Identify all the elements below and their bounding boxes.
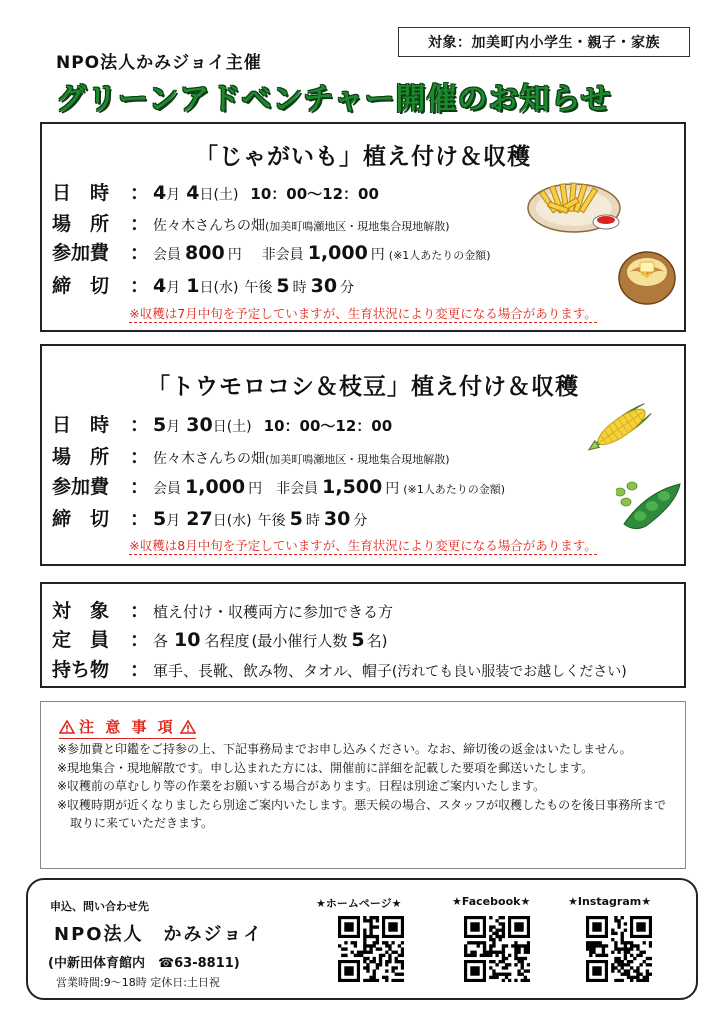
audience-text: 対象：加美町内小学生・親子・家族	[428, 35, 660, 51]
caution-box	[40, 701, 686, 869]
jacket-potato-illustration	[615, 242, 679, 308]
event-title: 「トウモロコシ＆枝豆」植え付け＆収穫	[147, 374, 579, 400]
qr-label-facebook: ★Facebook★	[452, 895, 531, 908]
place-label: 場 所	[52, 213, 110, 235]
harvest-note: ※収穫は7月中旬を予定していますが、生育状況により変更になる場合があります。	[129, 306, 597, 321]
date-month: 5	[153, 414, 167, 436]
page-title: グリーンアドベンチャー開催のお知らせ	[56, 82, 612, 117]
fee-note: (※1人あたりの金額)	[403, 483, 506, 496]
date-time: 10：00～12：00	[263, 417, 393, 435]
place-note: (加美町鳴瀬地区・現地集合現地解散)	[265, 453, 450, 466]
date-row: 日 時 ： 5 月 30 日(土) 10：00～12：00	[52, 410, 392, 437]
date-time: 10：00～12：00	[250, 185, 379, 203]
fee-label: 参加費	[52, 242, 110, 264]
caution-title: 注 意 事 項	[79, 718, 176, 736]
edamame-illustration	[616, 474, 688, 534]
date-day: 4	[186, 182, 200, 204]
caution-heading	[59, 716, 196, 739]
deadline-row: 締 切 ： 4 月 1 日(水) 午後 5 時 30 分	[52, 271, 354, 298]
place-label: 場 所	[52, 446, 110, 468]
audience-box	[398, 27, 690, 57]
fee-row: 参加費 ： 会員 800 円 非会員 1,000 円 (※1人あたりの金額)	[52, 238, 491, 265]
caution-list	[57, 740, 677, 833]
fee-note: (※1人あたりの金額)	[388, 249, 491, 262]
deadline-label: 締 切	[52, 508, 110, 530]
deadline-label: 締 切	[52, 275, 110, 297]
items-note: (汚れても良い服装でお越しください)	[391, 664, 627, 680]
org-hours: 営業時間:9～18時 定休日:土日祝	[56, 976, 220, 989]
caution-item: ※収穫前の草むしり等の作業をお願いする場合があります。日程は別途ご案内いたします。	[57, 779, 546, 794]
place: 佐々木さんちの畑	[153, 218, 266, 234]
date-label: 日 時	[52, 414, 110, 436]
place: 佐々木さんちの畑	[153, 451, 266, 467]
target-label: 対 象	[52, 600, 110, 622]
capacity-min-number: 5	[351, 629, 365, 651]
items-row: 持ち物 ： 軍手、長靴、飲み物、タオル、帽子 (汚れても良い服装でお越しください)	[52, 655, 627, 682]
french-fries-illustration	[526, 164, 626, 236]
fee-member: 1,000	[185, 476, 246, 498]
fee-row: 参加費 ： 会員 1,000 円 非会員 1,500 円 (※1人あたりの金額)	[52, 472, 505, 499]
instagram-qr-code[interactable]	[586, 916, 652, 982]
target-row: 対 象 ： 植え付け・収穫両方に参加できる方	[52, 596, 393, 623]
organizer: NPO法人かみジョイ主催	[56, 53, 262, 73]
harvest-note: ※収穫は8月中旬を予定していますが、生育状況により変更になる場合があります。	[129, 538, 597, 553]
qr-label-homepage: ★ホームページ★	[316, 897, 402, 910]
capacity-number: 10	[174, 629, 201, 651]
place-row: 場 所 ： 佐々木さんちの畑 (加美町鳴瀬地区・現地集合現地解散)	[52, 209, 450, 236]
caution-item: ※収穫時期が近くなりましたら別途ご案内いたします。悪天候の場合、スタッフが収穫したものを後日事務所まで取りに来ていただきます。	[57, 797, 667, 831]
corn-illustration	[578, 388, 662, 468]
contact-heading: 申込、問い合わせ先	[50, 900, 149, 913]
place-row: 場 所 ： 佐々木さんちの畑 (加美町鳴瀬地区・現地集合現地解散)	[52, 442, 450, 469]
org-name: NPO法人 かみジョイ	[54, 924, 264, 945]
items-value: 軍手、長靴、飲み物、タオル、帽子	[153, 662, 392, 680]
items-label: 持ち物	[52, 659, 110, 681]
caution-item: ※参加費と印鑑をご持参の上、下記事務局までお申し込みください。なお、締切後の返金はいたしません。	[57, 742, 632, 756]
fee-nonmember: 1,000	[307, 242, 368, 264]
requirements-box	[40, 582, 686, 688]
date-day: 30	[186, 414, 213, 436]
caution-item: ※現地集合・現地解散です。申し込まれた方には、開催前に詳細を記載した要項を郵送いたします。	[57, 760, 594, 775]
capacity-label: 定 員	[52, 629, 110, 651]
place-note: (加美町鳴瀬地区・現地集合現地解散)	[265, 220, 450, 233]
event-potato	[40, 122, 686, 332]
capacity-row: 定 員 ： 各 10 名程度 (最小催行人数 5 名)	[52, 625, 387, 652]
homepage-qr-code[interactable]	[338, 916, 404, 982]
date-row: 日 時 ： 4 月 4 日(土) 10：00～12：00	[52, 178, 379, 205]
qr-label-instagram: ★Instagram★	[568, 895, 652, 908]
warning-icon	[59, 720, 75, 734]
date-month: 4	[153, 182, 167, 204]
fee-member: 800	[185, 242, 225, 264]
facebook-qr-code[interactable]	[464, 916, 530, 982]
target-value: 植え付け・収穫両方に参加できる方	[153, 603, 394, 621]
date-label: 日 時	[52, 182, 110, 204]
warning-icon	[180, 720, 196, 734]
fee-nonmember: 1,500	[322, 476, 383, 498]
org-location: (中新田体育館内 ☎63-8811)	[48, 956, 240, 971]
fee-label: 参加費	[52, 476, 110, 498]
contact-box	[26, 878, 698, 1000]
event-corn-edamame	[40, 344, 686, 566]
event-title: 「じゃがいも」植え付け＆収穫	[195, 144, 531, 170]
deadline-row: 締 切 ： 5 月 27 日(水) 午後 5 時 30 分	[52, 504, 367, 531]
